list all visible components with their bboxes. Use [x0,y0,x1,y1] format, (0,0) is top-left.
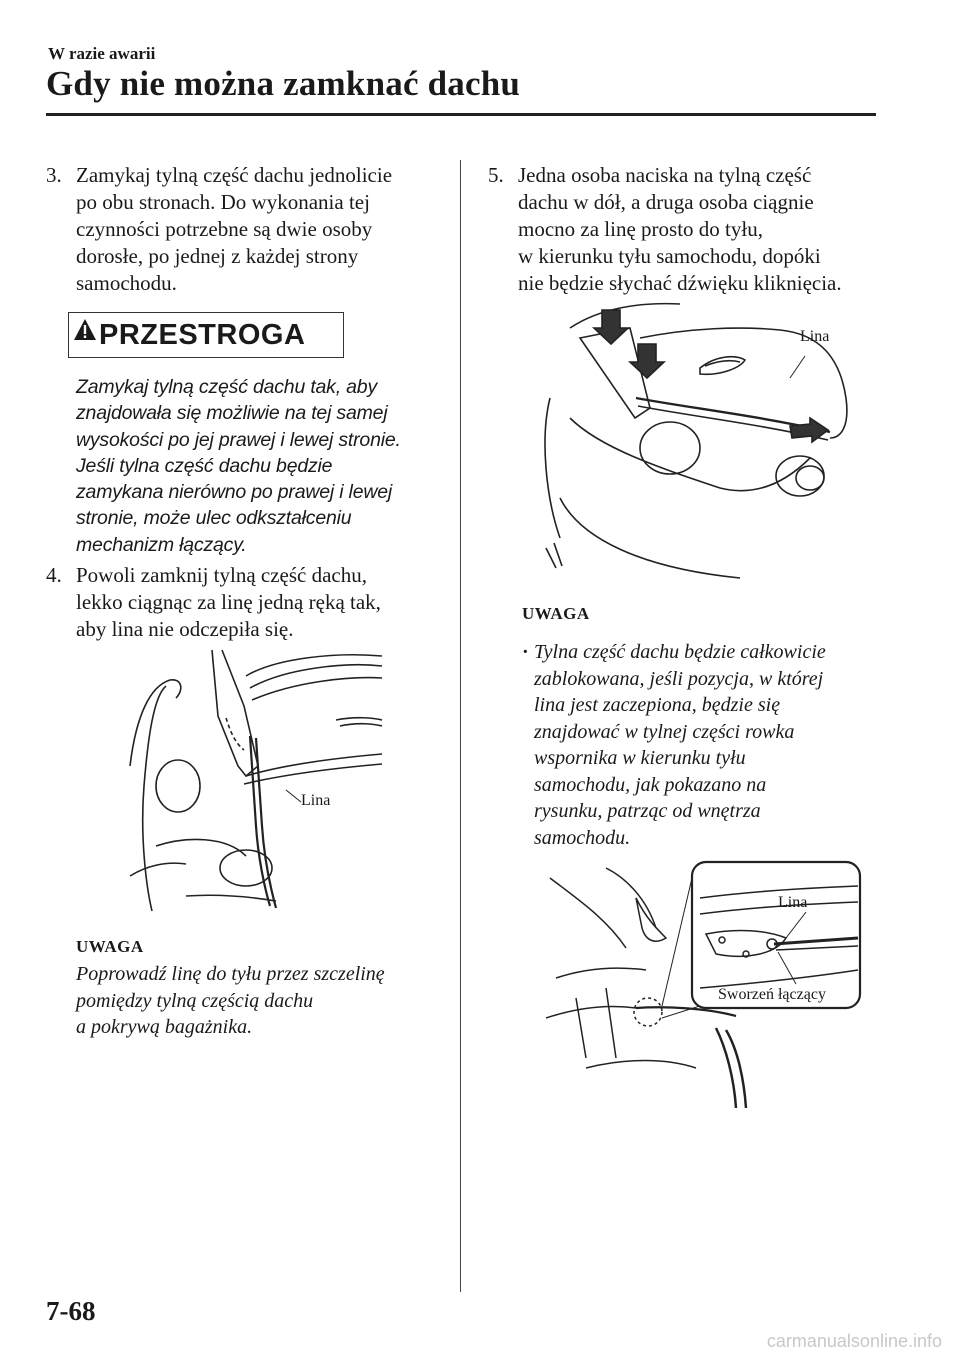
step-number: 5. [488,163,504,187]
roof-pull-illustration [540,298,860,583]
pin-label: Sworzeń łączący [718,986,826,1003]
text-line: Zamykaj tylną część dachu jednolicie [76,163,393,187]
step-4 [46,562,446,643]
step-3 [46,162,446,297]
note-title: UWAGA [522,604,590,623]
text-line: samochodu. [76,271,177,295]
roof-closing-illustration [126,646,386,916]
text-line: samochodu. [534,826,631,849]
note-right [522,604,902,851]
note-title: UWAGA [76,937,144,956]
text-line: mechanizm łączący. [76,533,247,556]
text-line: pomiędzy tylną częścią dachu [76,989,314,1012]
text-line: zamykana nierówno po prawej i lewej [76,481,392,504]
text-line: czynności potrzebne są dwie osoby [76,217,373,241]
text-line: dachu w dół, a druga osoba ciągnie [518,190,814,214]
text-line: Powoli zamknij tylną część dachu, [76,563,367,587]
section-label: W razie awarii [48,44,156,63]
warning-icon [73,318,97,342]
text-line: wspornika w kierunku tyłu [534,747,746,769]
note-text [76,961,456,1041]
text-line: po obu stronach. Do wykonania tej [76,190,370,214]
cable-label: Lina [800,328,830,345]
text-line: wysokości po jej prawej i lewej stronie. [76,428,401,451]
text-line: Jeśli tylna część dachu będzie [76,454,333,477]
step-number: 3. [46,163,62,187]
text-line: aby lina nie odczepiła się. [76,617,294,641]
note-left [76,937,456,1041]
caution-text [76,374,446,558]
text-line: w kierunku tyłu samochodu, dopóki [518,244,821,268]
caution-box [68,312,344,358]
title-divider [46,113,876,116]
text-line: Tylna część dachu będzie całkowicie [534,641,826,663]
text-line: rysunku, patrząc od wnętrza [534,800,761,822]
text-line: zablokowana, jeśli pozycja, w której [534,667,824,690]
text-line: Zamykaj tylną część dachu tak, aby [76,376,378,398]
text-line: lina jest zaczepiona, będzie się [534,694,781,716]
note-bullet-item [522,639,902,851]
column-divider [460,160,461,1292]
step-5 [488,162,908,297]
text-line: mocno za linę prosto do tyłu, [518,217,763,241]
watermark: carmanualsonline.info [766,1331,942,1351]
text-line: a pokrywą bagażnika. [76,1016,253,1038]
bullet: · [522,641,529,663]
text-line: znajdować w tylnej części rowka [534,720,795,743]
caution-label: PRZESTROGA [99,319,306,351]
text-line: stronie, może ulec odkształceniu [76,507,352,530]
text-line: Jedna osoba naciska na tylną część [518,163,812,187]
cable-label: Lina [778,894,808,911]
page-number: 7-68 [46,1296,96,1326]
text-line: lekko ciągnąc za linę jedną ręką tak, [76,590,381,614]
page-title: Gdy nie można zamknać dachu [46,64,521,103]
text-line: znajdowała się możliwie na tej samej [76,402,388,425]
text-line: dorosłe, po jednej z każdej strony [76,244,359,268]
connecting-pin-illustration [546,858,866,1108]
text-line: nie będzie słychać dźwięku kliknięcia. [518,271,842,295]
text-line: samochodu, jak pokazano na [534,773,767,796]
text-line: Poprowadź linę do tyłu przez szczelinę [76,963,385,985]
cable-label: Lina [301,792,331,809]
step-number: 4. [46,563,62,587]
